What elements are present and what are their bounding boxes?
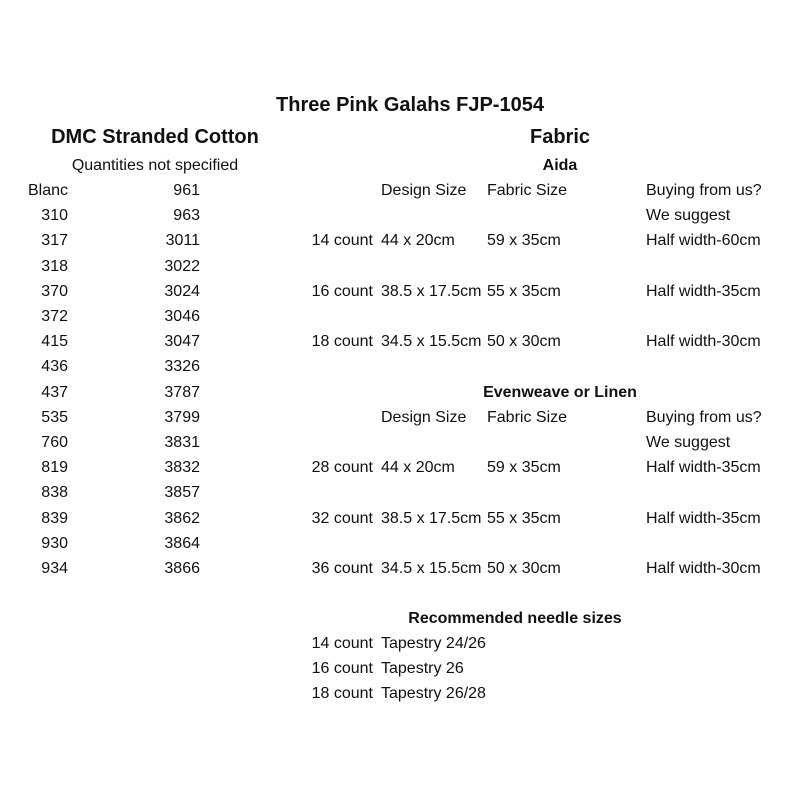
page-title: Three Pink Galahs FJP-1054 <box>276 94 544 116</box>
evenweave-fabric-size-header: Fabric Size <box>487 409 568 426</box>
dmc-color-code: 3862 <box>164 509 200 527</box>
evenweave-row-count: 36 count <box>311 560 373 577</box>
aida-row-fabric: 59 x 35cm <box>487 232 561 249</box>
dmc-color-code: 963 <box>173 207 200 225</box>
dmc-color-code: 3326 <box>164 358 200 376</box>
dmc-color-code: 3799 <box>164 408 200 426</box>
dmc-color-code: 415 <box>41 333 68 351</box>
aida-row-fabric: 55 x 35cm <box>487 283 561 300</box>
dmc-color-code: 3866 <box>164 560 200 577</box>
aida-fabric-size-header: Fabric Size <box>487 182 568 199</box>
evenweave-row-buy: Half width-35cm <box>646 459 761 476</box>
aida-suggest-label: We suggest <box>646 207 731 224</box>
dmc-color-code: Blanc <box>27 182 68 199</box>
aida-buying-header: Buying from us? <box>646 182 762 199</box>
needle-row-size: Tapestry 26 <box>381 660 464 677</box>
dmc-color-code: 961 <box>173 182 200 199</box>
aida-row-count: 16 count <box>311 283 373 300</box>
aida-row-count: 14 count <box>311 232 373 249</box>
dmc-color-code: 3011 <box>165 232 200 250</box>
dmc-color-code: 3864 <box>164 534 200 552</box>
dmc-color-code: 3022 <box>164 257 200 275</box>
dmc-color-code: 930 <box>41 534 68 552</box>
dmc-color-code: 436 <box>41 358 68 376</box>
dmc-heading: DMC Stranded Cotton <box>51 126 259 148</box>
dmc-color-code: 819 <box>41 459 68 477</box>
aida-row-buy: Half width-30cm <box>646 333 761 350</box>
dmc-color-code: 372 <box>41 308 68 325</box>
needle-row-count: 16 count <box>311 660 373 677</box>
evenweave-row-design: 38.5 x 17.5cm <box>381 510 482 527</box>
dmc-color-code: 3857 <box>164 484 200 502</box>
evenweave-row-fabric: 50 x 30cm <box>487 560 561 577</box>
evenweave-row-fabric: 55 x 35cm <box>487 510 561 527</box>
needle-row-size: Tapestry 24/26 <box>381 635 486 652</box>
evenweave-heading: Evenweave or Linen <box>483 384 637 401</box>
needle-row-count: 14 count <box>311 635 373 652</box>
dmc-color-code: 318 <box>41 257 68 275</box>
evenweave-row-count: 28 count <box>311 459 373 476</box>
needle-row-count: 18 count <box>311 685 373 702</box>
dmc-color-code: 317 <box>41 232 68 250</box>
needle-row-size: Tapestry 26/28 <box>381 685 486 702</box>
dmc-color-code: 535 <box>41 408 68 426</box>
dmc-color-code: 3787 <box>164 383 200 401</box>
evenweave-row-count: 32 count <box>311 510 373 527</box>
aida-row-design: 38.5 x 17.5cm <box>381 283 482 300</box>
evenweave-row-buy: Half width-35cm <box>646 510 761 527</box>
aida-design-size-header: Design Size <box>381 182 467 199</box>
dmc-color-code: 838 <box>41 484 68 502</box>
fabric-heading: Fabric <box>529 126 591 148</box>
dmc-note: Quantities not specified <box>71 157 239 174</box>
evenweave-buying-header: Buying from us? <box>646 409 762 426</box>
dmc-color-code: 760 <box>41 434 68 451</box>
evenweave-row-buy: Half width-30cm <box>646 560 761 577</box>
dmc-color-code: 3047 <box>164 333 200 351</box>
aida-heading: Aida <box>542 157 578 174</box>
aida-row-design: 44 x 20cm <box>381 232 455 249</box>
dmc-color-code: 437 <box>41 383 68 401</box>
evenweave-row-design: 34.5 x 15.5cm <box>381 560 482 577</box>
dmc-color-code: 310 <box>41 207 68 225</box>
evenweave-design-size-header: Design Size <box>381 409 467 426</box>
aida-row-design: 34.5 x 15.5cm <box>381 333 482 350</box>
evenweave-row-fabric: 59 x 35cm <box>487 459 561 476</box>
dmc-color-code: 3024 <box>164 282 200 300</box>
dmc-color-code: 3046 <box>164 308 200 325</box>
evenweave-row-design: 44 x 20cm <box>381 459 455 476</box>
evenweave-suggest-label: We suggest <box>646 434 731 451</box>
aida-row-buy: Half width-35cm <box>646 283 761 300</box>
aida-row-fabric: 50 x 30cm <box>487 333 561 350</box>
dmc-color-code: 370 <box>41 282 68 300</box>
dmc-color-code: 3832 <box>164 459 200 477</box>
dmc-color-code: 839 <box>41 509 68 527</box>
aida-row-count: 18 count <box>311 333 373 350</box>
dmc-color-code: 3831 <box>164 434 200 451</box>
aida-row-buy: Half width-60cm <box>646 232 761 249</box>
dmc-color-code: 934 <box>41 560 68 577</box>
needles-heading: Recommended needle sizes <box>408 610 622 627</box>
